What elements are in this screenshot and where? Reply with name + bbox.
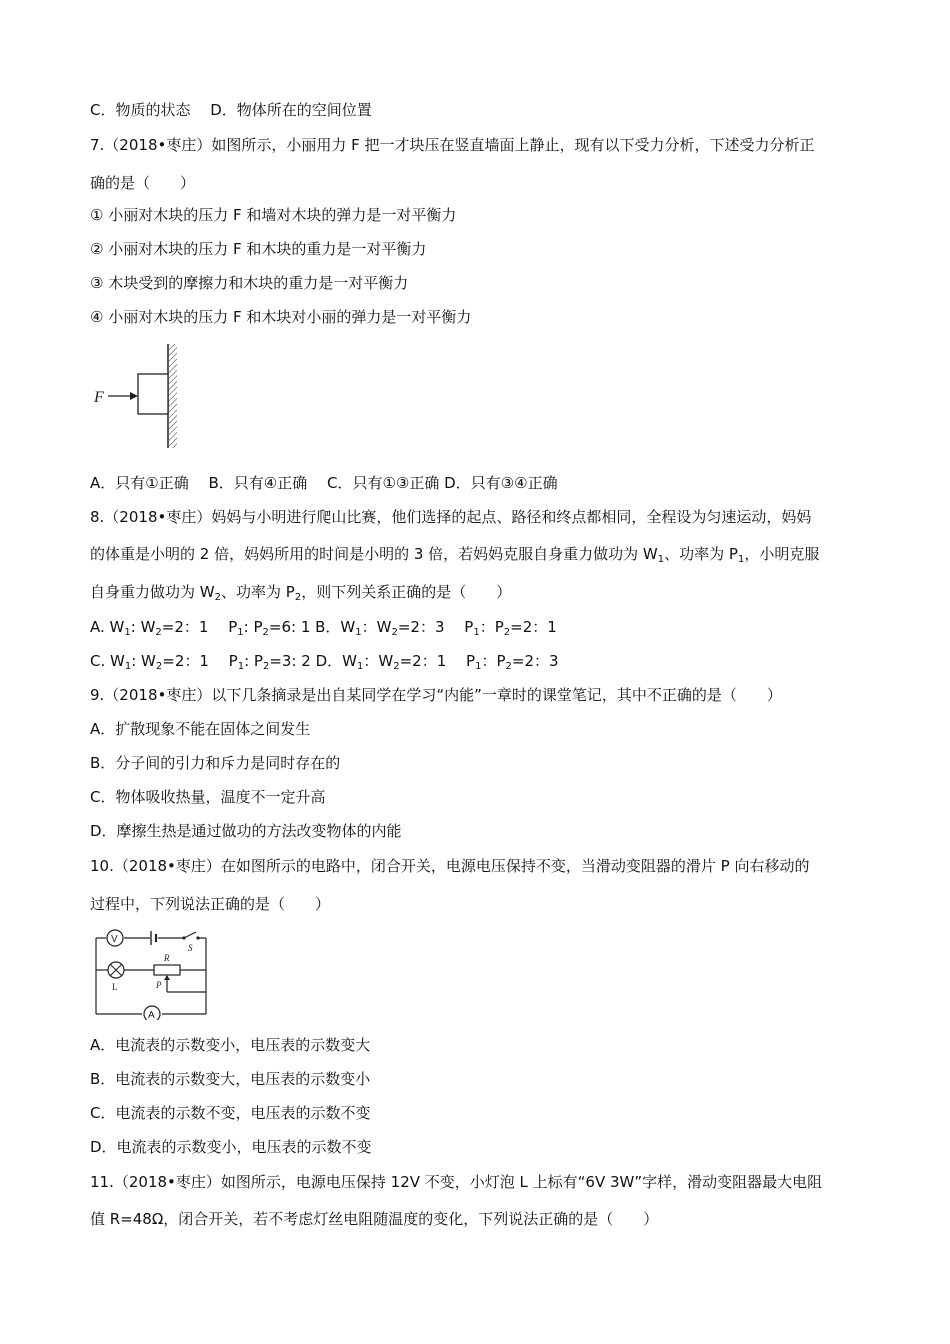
slider-arrow: [164, 975, 170, 980]
force-label-f: F: [94, 389, 104, 406]
q7-statement-1: ① 小丽对木块的压力 F 和墙对木块的弹力是一对平衡力: [90, 206, 457, 224]
q7-statement-3: ③ 木块受到的摩擦力和木块的重力是一对平衡力: [90, 274, 409, 292]
q9-option-b: B．分子间的引力和斥力是同时存在的: [90, 754, 341, 772]
q7-options: A．只有①正确 B．只有④正确 C．只有①③正确 D．只有③④正确: [90, 474, 558, 492]
switch-blade: [184, 932, 196, 938]
q8-options-cd: C. $W_1$: $W_2=2$：1 $P_1$: $P_2=3$: 2 D．$W_1$：$W_2=2$：1 $P_1$：$P_2=2$：3: [90, 652, 559, 672]
q8-stem-line3: 自身重力做功为 $W_2$、功率为 $P_2$，则下列关系正确的是（ ）: [90, 583, 512, 603]
switch-label: S: [188, 943, 193, 953]
q11-stem-line2: 值 R=48Ω，闭合开关，若不考虑灯丝电阻随温度的变化，下列说法正确的是（ ）: [90, 1210, 659, 1228]
q7-stem-line2: 确的是（ ）: [90, 174, 196, 192]
voltmeter-label: V: [111, 934, 118, 945]
q6-options-cd: C．物质的状态 D．物体所在的空间位置: [90, 101, 372, 119]
q8-options-ab: A. $W_1$: $W_2=2$：1 $P_1$: $P_2=6$: 1 B．$W_1$：$W_2=2$：3 $P_1$：$P_2=2$：1: [90, 618, 557, 638]
q9-stem: 9.（2018•枣庄）以下几条摘录是出自某同学在学习“内能”一章时的课堂笔记，其中不正确的是（ ）: [90, 686, 782, 704]
q9-option-c: C．物体吸收热量，温度不一定升高: [90, 788, 326, 806]
q7-block-wall-figure: [88, 340, 188, 450]
q10-stem-line2: 过程中，下列说法正确的是（ ）: [90, 895, 331, 913]
q9-option-a: A．扩散现象不能在固体之间发生: [90, 720, 311, 738]
q10-option-b: B．电流表的示数变大，电压表的示数变小: [90, 1070, 371, 1088]
q10-option-c: C．电流表的示数不变，电压表的示数不变: [90, 1104, 371, 1122]
q7-stem-line1: 7.（2018•枣庄）如图所示，小丽用力 F 把一才块压在竖直墙面上静止，现有以下受力分析，下述受力分析正: [90, 136, 815, 154]
q10-option-a: A．电流表的示数变小，电压表的示数变大: [90, 1036, 371, 1054]
lamp-label: L: [112, 982, 118, 992]
q11-stem-line1: 11.（2018•枣庄）如图所示，电源电压保持 12V 不变，小灯泡 L 上标有“6V 3W”字样，滑动变阻器最大电阻: [90, 1173, 823, 1191]
wooden-block: [138, 374, 168, 414]
q9-option-d: D．摩擦生热是通过做功的方法改变物体的内能: [90, 822, 402, 840]
ammeter-label: A: [148, 1010, 155, 1020]
force-arrow-head: [130, 392, 138, 400]
q10-option-d: D．电流表的示数变小，电压表的示数不变: [90, 1138, 372, 1156]
rheostat-resistor: [154, 965, 180, 975]
slider-label: P: [156, 980, 162, 990]
q8-stem-line1: 8.（2018•枣庄）妈妈与小明进行爬山比赛，他们选择的起点、路径和终点都相同，全程设为匀速运动，妈妈: [90, 508, 812, 526]
q10-circuit-diagram: [90, 924, 210, 1020]
resistor-label: R: [164, 953, 170, 963]
q7-statement-2: ② 小丽对木块的压力 F 和木块的重力是一对平衡力: [90, 240, 427, 258]
q8-stem-line2: 的体重是小明的 2 倍，妈妈所用的时间是小明的 3 倍，若妈妈克服自身重力做功为 $W_1$、功率为 $P_1$，小明克服: [90, 545, 820, 565]
wall-hatch: [169, 344, 177, 448]
q10-stem-line1: 10.（2018•枣庄）在如图所示的电路中，闭合开关，电源电压保持不变，当滑动变阻器的滑片 P 向右移动的: [90, 857, 810, 875]
switch-contact: [196, 936, 199, 939]
q7-statement-4: ④ 小丽对木块的压力 F 和木块对小丽的弹力是一对平衡力: [90, 308, 472, 326]
